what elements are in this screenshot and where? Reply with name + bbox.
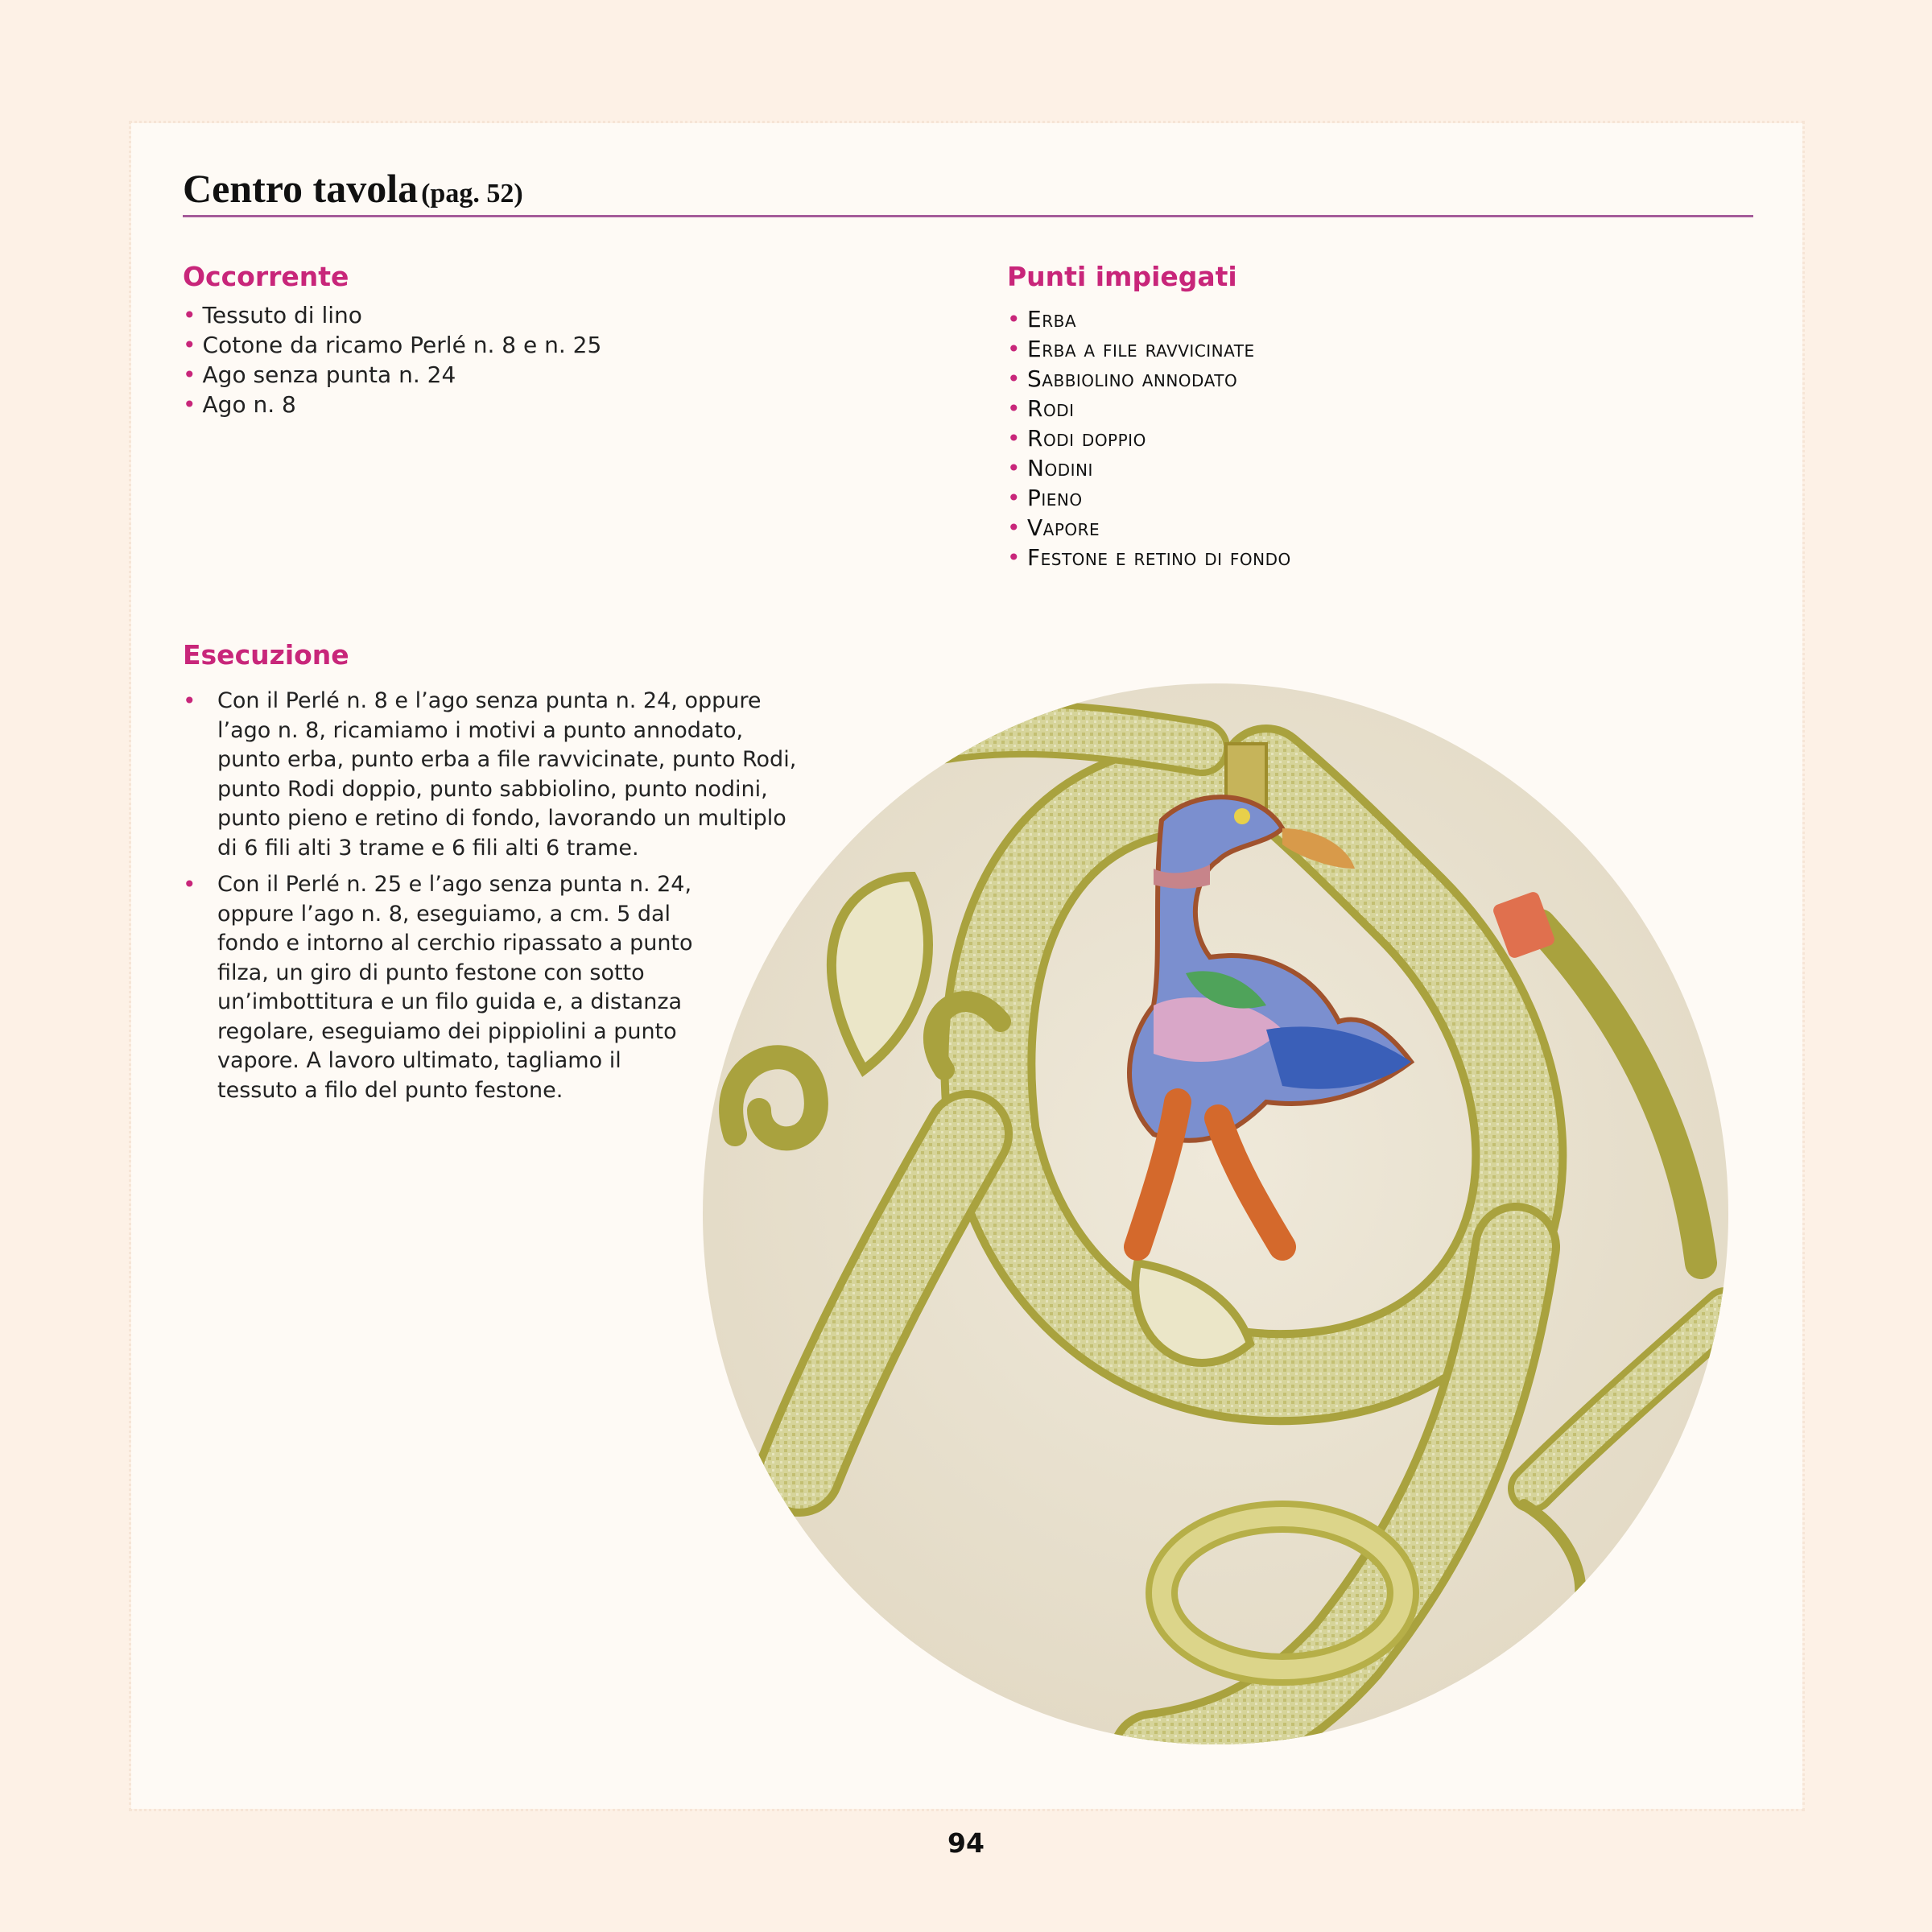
list-item: • Sabbiolino annodato xyxy=(1007,365,1238,392)
punti-list xyxy=(1007,304,1291,572)
list-item: • Cotone da ricamo Perlé n. 8 e n. 25 xyxy=(183,332,602,358)
list-item: • Nodini xyxy=(1007,455,1093,481)
list-item: • Ago senza punta n. 24 xyxy=(183,361,456,388)
occorrente-heading: Occorrente xyxy=(183,261,349,292)
occorrente-list xyxy=(183,300,601,419)
esecuzione-heading: Esecuzione xyxy=(183,639,349,671)
title-main: Centro tavola xyxy=(183,166,419,211)
list-item: • Erba a file ravvicinate xyxy=(1007,336,1255,362)
list-item: • Erba xyxy=(1007,306,1077,332)
list-item: • Festone e retino di fondo xyxy=(1007,544,1291,571)
list-item: • Pieno xyxy=(1007,485,1083,511)
list-item: • Rodi xyxy=(1007,395,1075,422)
list-item: • Ago n. 8 xyxy=(183,391,296,418)
page-title xyxy=(183,165,1753,217)
list-item: • Con il Perlé n. 25 e l’ago senza punta n. 24, oppure l’ago n. 8, eseguiamo, a cm. 5 dal fondo e intorno al cerchio ripassato a punto filza, un giro di punto festone con sotto un’imbottitura e un filo guida e, a distanza regolare, eseguiamo dei pippiolini a punto vapore. A lavoro ultimato, tagliamo il tessuto a filo del punto festone. xyxy=(183,871,693,1103)
punti-heading: Punti impiegati xyxy=(1007,261,1237,292)
embroidery-photo xyxy=(703,683,1729,1744)
title-page-ref: (pag. 52) xyxy=(421,179,523,208)
list-item: • Vapore xyxy=(1007,514,1100,541)
list-item: • Con il Perlé n. 8 e l’ago senza punta n. 24, oppure l’ago n. 8, ricamiamo i motivi a punto annodato, punto erba, punto erba a file ravvicinate, punto Rodi, punto Rodi doppio, punto sabbiolino, punto nodini, punto pieno e retino di fondo, lavorando un multiplo di 6 fili alti 3 trame e 6 fili alti 6 trame. xyxy=(183,687,797,861)
list-item: • Tessuto di lino xyxy=(183,302,362,328)
list-item: • Rodi doppio xyxy=(1007,425,1146,452)
page-number: 94 xyxy=(947,1827,985,1859)
